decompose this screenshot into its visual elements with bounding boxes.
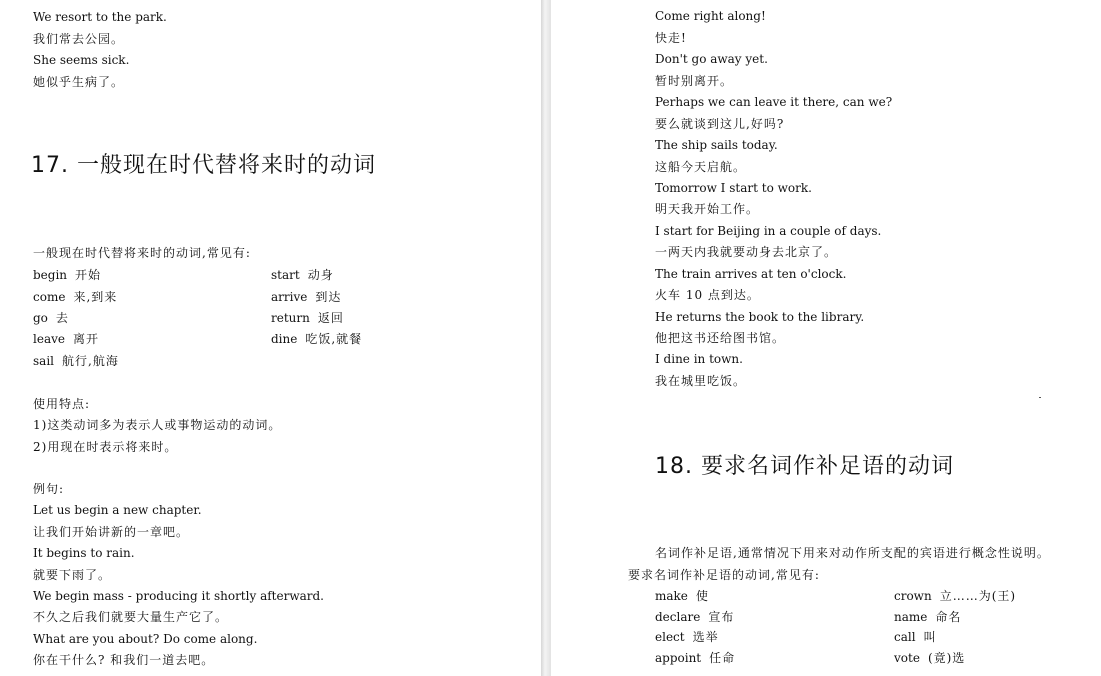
example-line: Don't go away yet. — [655, 52, 768, 66]
example-line: 我在城里吃饭。 — [655, 374, 747, 388]
section-17-lead: 一般现在时代替将来时的动词,常见有: — [33, 246, 251, 260]
vocab-item: vote (竟)选 — [894, 651, 966, 665]
vocab-item: go 去 — [33, 311, 69, 325]
example-line: The ship sails today. — [655, 138, 778, 152]
left-page — [0, 0, 541, 676]
vocab-item: dine 吃饭,就餐 — [271, 332, 363, 346]
intro-line: She seems sick. — [33, 53, 130, 67]
example-line: I start for Beijing in a couple of days. — [655, 224, 882, 238]
example-line: Perhaps we can leave it there, can we? — [655, 95, 893, 109]
example-line: 这船今天启航。 — [655, 160, 747, 174]
example-line: We begin mass - producing it shortly afterward. — [33, 589, 324, 603]
vocab-item: start 动身 — [271, 268, 334, 282]
example-line: 要么就谈到这儿,好吗? — [655, 117, 785, 131]
example-line: 不久之后我们就要大量生产它了。 — [33, 610, 229, 624]
example-line: 就要下雨了。 — [33, 568, 112, 582]
vocab-item: declare 宣布 — [655, 610, 735, 624]
example-line: Come right along! — [655, 9, 766, 23]
vocab-item: return 返回 — [271, 311, 344, 325]
example-line: 他把这书还给图书馆。 — [655, 331, 786, 345]
section-17-title: 17. 一般现在时代替将来时的动词 — [31, 153, 376, 178]
example-line: Let us begin a new chapter. — [33, 503, 202, 517]
example-line: Tomorrow I start to work. — [655, 181, 812, 195]
example-line: He returns the book to the library. — [655, 310, 865, 324]
example-line: What are you about? Do come along. — [33, 632, 258, 646]
example-line: 明天我开始工作。 — [655, 202, 760, 216]
example-line: I dine in town. — [655, 352, 743, 366]
vocab-item: begin 开始 — [33, 268, 102, 282]
intro-line: 我们常去公园。 — [33, 32, 125, 46]
section-18-title: 18. 要求名词作补足语的动词 — [655, 454, 954, 479]
example-line: 火车 10 点到达。 — [655, 288, 760, 302]
vocab-item: elect 选举 — [655, 630, 719, 644]
intro-line: 她似乎生病了。 — [33, 75, 125, 89]
scan-speck — [1039, 397, 1041, 398]
right-page — [551, 0, 1101, 676]
vocab-item: arrive 到达 — [271, 290, 342, 304]
vocab-item: call 叫 — [894, 630, 937, 644]
example-line: 一两天内我就要动身去北京了。 — [655, 245, 838, 259]
vocab-item: name 命名 — [894, 610, 962, 624]
vocab-item: crown 立……为(王) — [894, 589, 1017, 603]
feature-item: 2)用现在时表示将来时。 — [33, 440, 178, 454]
vocab-item: sail 航行,航海 — [33, 354, 119, 368]
section-18-lead: 名词作补足语,通常情况下用来对动作所支配的宾语进行概念性说明。 — [655, 546, 1050, 560]
section-18-lead: 要求名词作补足语的动词,常见有: — [628, 568, 820, 582]
feature-item: 1)这类动词多为表示人或事物运动的动词。 — [33, 418, 282, 432]
page-gutter — [541, 0, 551, 676]
example-line: 让我们开始讲新的一章吧。 — [33, 525, 190, 539]
example-line: 你在干什么? 和我们一道去吧。 — [33, 653, 215, 667]
example-line: 暂时别离开。 — [655, 74, 734, 88]
vocab-item: leave 离开 — [33, 332, 99, 346]
features-heading: 使用特点: — [33, 397, 91, 411]
vocab-item: appoint 任命 — [655, 651, 736, 665]
example-line: It begins to rain. — [33, 546, 135, 560]
vocab-item: come 来,到来 — [33, 290, 118, 304]
example-line: The train arrives at ten o'clock. — [655, 267, 847, 281]
examples-heading: 例句: — [33, 482, 65, 496]
intro-line: We resort to the park. — [33, 10, 167, 24]
vocab-item: make 使 — [655, 589, 709, 603]
example-line: 快走! — [655, 31, 687, 45]
